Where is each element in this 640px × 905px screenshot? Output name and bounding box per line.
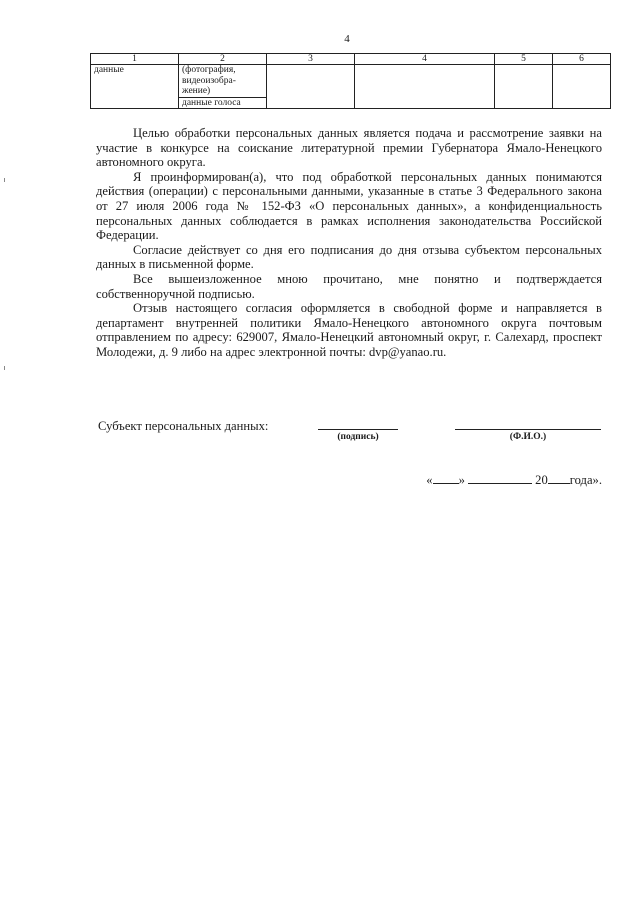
name-caption: (Ф.И.О.) [509,432,547,442]
date-open-quote: « [426,473,433,487]
signature-caption: (подпись) [337,432,379,442]
table-cell [495,65,553,109]
table-cell [267,65,355,109]
table-cell: данные голоса [179,97,267,109]
day-blank [433,474,459,484]
table-cell: (фотография, видеоизобра-жение) [179,65,267,98]
scan-mark [4,366,5,370]
table-cell [355,65,495,109]
date-line [426,473,602,488]
paragraph-validity: Согласие действует со дня его подписания до дня отзыва субъектом персональных данных в письменной форме. [96,242,602,272]
table-cell: данные [91,65,179,109]
table-header-cell: 3 [267,54,355,65]
paragraph-confirmation: Все вышеизложенное мною прочитано, мне понятно и подтверждается собственноручной подписью. [96,271,602,301]
table-header-cell: 5 [495,54,553,65]
table-header-row [91,54,611,65]
table-row [91,65,611,98]
signature-line [318,429,398,430]
date-suffix: года». [569,473,602,487]
name-line [455,429,601,430]
date-close-quote: » [458,473,465,487]
personal-data-table [90,53,611,109]
body-text [96,126,602,360]
month-blank [468,474,532,484]
table-header-cell: 2 [179,54,267,65]
table-cell [553,65,611,109]
signature-label: Субъект персональных данных: [98,419,269,433]
paragraph-purpose: Целью обработки персональных данных является подача и рассмотрение заявки на участие в конкурсе на соискание литературной премии Губернатора Ямало-Ненецкого автономного округа. [96,126,602,170]
table-header-cell: 4 [355,54,495,65]
page-number: 4 [344,33,350,45]
table-header-cell: 6 [553,54,611,65]
table-header-cell: 1 [91,54,179,65]
paragraph-revocation: Отзыв настоящего согласия оформляется в свободной форме и направляется в департамент внутренней политики Ямало-Ненецкого автономного округа почтовым отправлением по адресу: 629007, Ямало-Ненецкий автономный округ, г. Салехард, проспект Молодежи, д. 9 либо на адрес электронной почты: dvp@yanao.ru. [96,301,602,359]
year-blank [548,474,570,484]
year-prefix: 20 [535,473,548,487]
paragraph-informed: Я проинформирован(а), что под обработкой персональных данных понимаются действия (операции) с персональными данными, указанные в статье 3 Федерального закона от 27 июля 2006 года № 152-ФЗ «О персональных данных», а конфиденциальность персональных данных соблюдается в рамках исполнения законодательства Российской Федерации. [96,169,602,243]
scan-mark [4,178,5,182]
